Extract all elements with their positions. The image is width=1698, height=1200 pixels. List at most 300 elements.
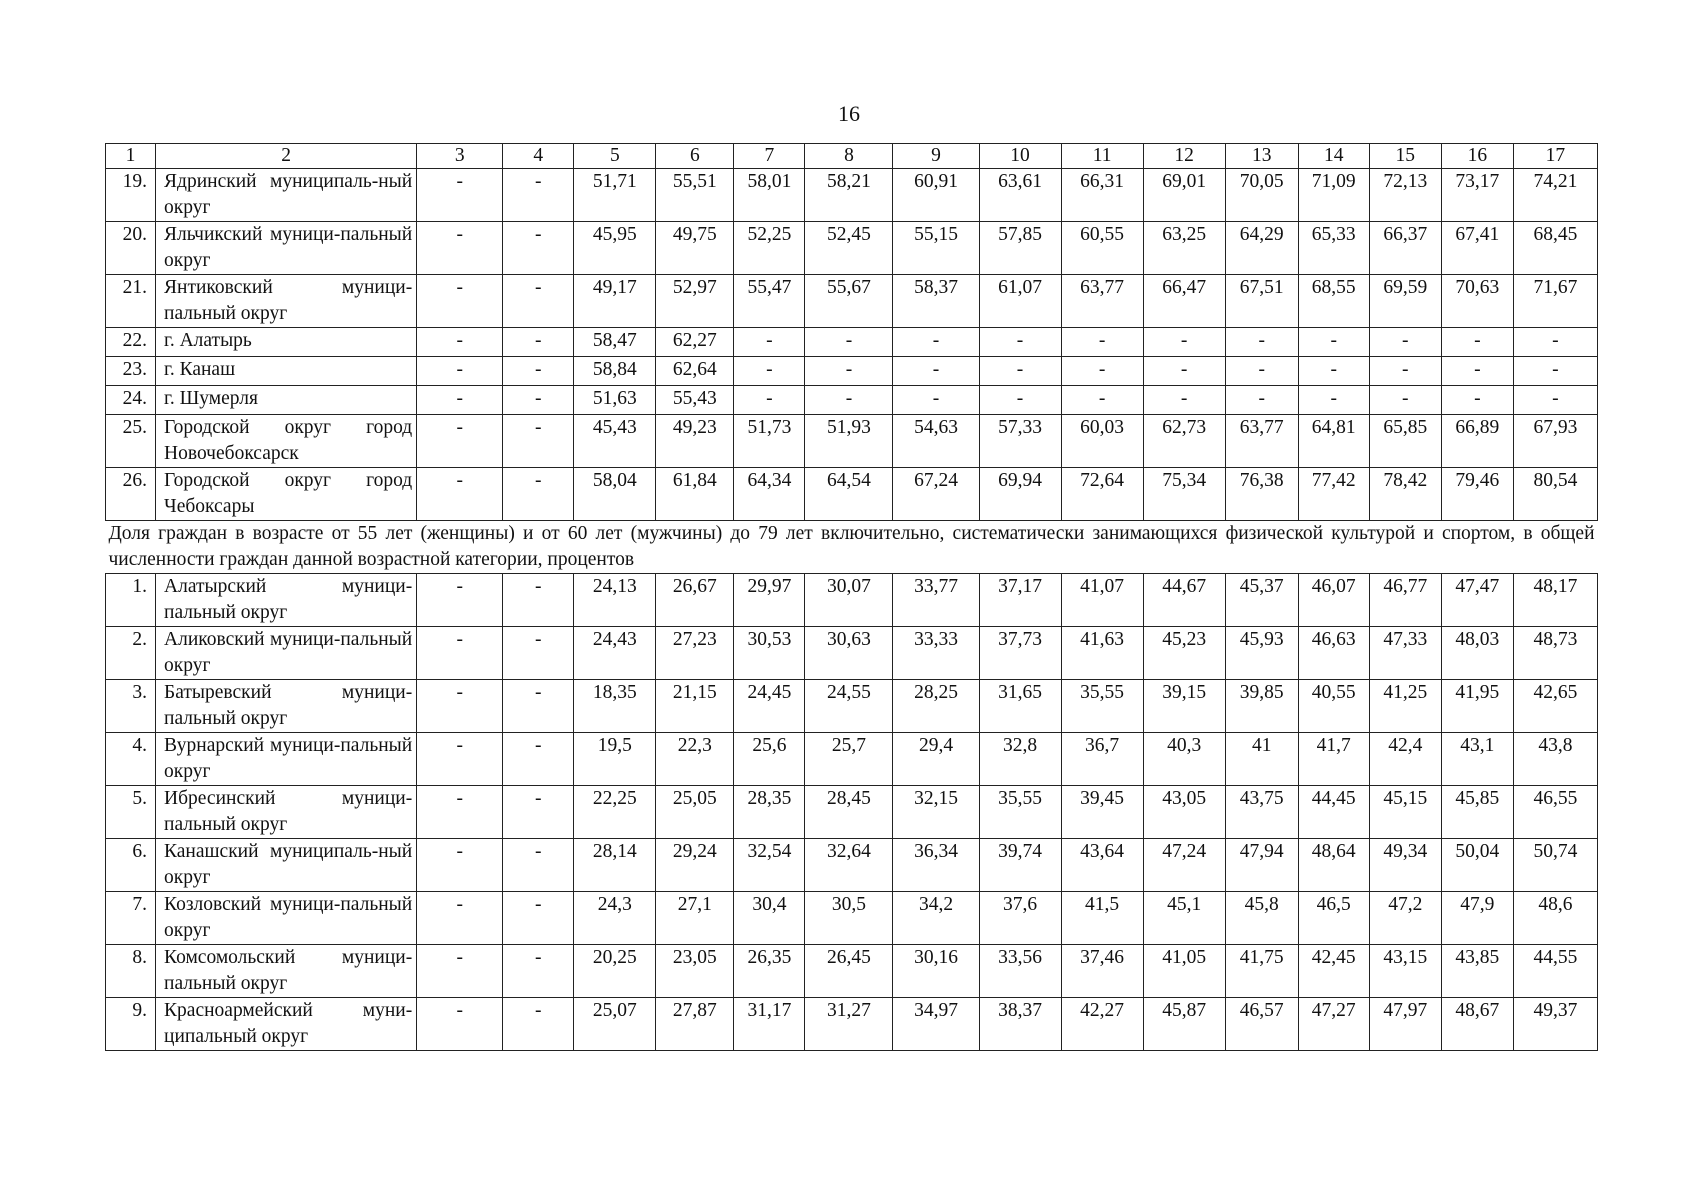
value-cell: 51,71 [574, 169, 656, 222]
data-table [105, 143, 1598, 1051]
value-cell: 66,89 [1441, 415, 1513, 468]
value-cell: 29,97 [734, 574, 805, 627]
table-row [106, 328, 1598, 357]
value-cell: 35,55 [979, 786, 1061, 839]
municipality-name: Комсомольский муници-пальный округ [156, 945, 417, 998]
municipality-name: Батыревский муници-пальный округ [156, 680, 417, 733]
value-cell: 24,45 [734, 680, 805, 733]
value-cell: - [503, 328, 574, 357]
value-cell: 70,63 [1441, 275, 1513, 328]
value-cell: 41,63 [1061, 627, 1143, 680]
value-cell: 60,03 [1061, 415, 1143, 468]
value-cell: - [503, 892, 574, 945]
value-cell: 29,24 [656, 839, 734, 892]
row-number: 21. [106, 275, 156, 328]
value-cell: 22,25 [574, 786, 656, 839]
table-row [106, 839, 1598, 892]
value-cell: 32,54 [734, 839, 805, 892]
value-cell: 46,55 [1513, 786, 1597, 839]
value-cell: 65,33 [1298, 222, 1369, 275]
table-row [106, 574, 1598, 627]
value-cell: - [805, 386, 893, 415]
value-cell: 52,25 [734, 222, 805, 275]
value-cell: - [417, 786, 503, 839]
value-cell: 58,84 [574, 357, 656, 386]
value-cell: 52,97 [656, 275, 734, 328]
value-cell: 30,63 [805, 627, 893, 680]
header-row [106, 144, 1598, 169]
value-cell: 72,13 [1369, 169, 1441, 222]
value-cell: 30,53 [734, 627, 805, 680]
value-cell: 42,45 [1298, 945, 1369, 998]
value-cell: 41,5 [1061, 892, 1143, 945]
value-cell: - [417, 275, 503, 328]
value-cell: 72,64 [1061, 468, 1143, 521]
value-cell: 25,7 [805, 733, 893, 786]
value-cell: 63,61 [979, 169, 1061, 222]
value-cell: 38,37 [979, 998, 1061, 1051]
value-cell: 30,5 [805, 892, 893, 945]
value-cell: 68,45 [1513, 222, 1597, 275]
value-cell: - [417, 415, 503, 468]
column-header: 17 [1513, 144, 1597, 169]
table-row [106, 357, 1598, 386]
value-cell: 69,94 [979, 468, 1061, 521]
value-cell: 44,55 [1513, 945, 1597, 998]
value-cell: 24,3 [574, 892, 656, 945]
table-row [106, 169, 1598, 222]
value-cell: 33,33 [893, 627, 979, 680]
value-cell: 50,04 [1441, 839, 1513, 892]
value-cell: - [1441, 386, 1513, 415]
municipality-name: г. Шумерля [156, 386, 417, 415]
value-cell: - [1225, 357, 1298, 386]
row-number: 20. [106, 222, 156, 275]
column-header: 2 [156, 144, 417, 169]
row-number: 3. [106, 680, 156, 733]
value-cell: 24,55 [805, 680, 893, 733]
value-cell: 45,8 [1225, 892, 1298, 945]
value-cell: 45,37 [1225, 574, 1298, 627]
value-cell: - [503, 222, 574, 275]
column-header: 4 [503, 144, 574, 169]
value-cell: 52,45 [805, 222, 893, 275]
row-number: 23. [106, 357, 156, 386]
value-cell: - [1225, 328, 1298, 357]
value-cell: - [1298, 357, 1369, 386]
value-cell: - [417, 839, 503, 892]
value-cell: 51,93 [805, 415, 893, 468]
value-cell: 42,4 [1369, 733, 1441, 786]
value-cell: 63,25 [1143, 222, 1225, 275]
value-cell: 70,05 [1225, 169, 1298, 222]
table-row [106, 415, 1598, 468]
value-cell: 39,45 [1061, 786, 1143, 839]
value-cell: - [503, 169, 574, 222]
value-cell: 48,73 [1513, 627, 1597, 680]
value-cell: 27,87 [656, 998, 734, 1051]
value-cell: 66,37 [1369, 222, 1441, 275]
value-cell: 40,55 [1298, 680, 1369, 733]
value-cell: 41,75 [1225, 945, 1298, 998]
row-number: 26. [106, 468, 156, 521]
value-cell: 57,85 [979, 222, 1061, 275]
value-cell: 45,95 [574, 222, 656, 275]
value-cell: 41,05 [1143, 945, 1225, 998]
value-cell: 54,63 [893, 415, 979, 468]
value-cell: 58,01 [734, 169, 805, 222]
value-cell: 26,35 [734, 945, 805, 998]
value-cell: 22,3 [656, 733, 734, 786]
column-header: 5 [574, 144, 656, 169]
row-number: 8. [106, 945, 156, 998]
value-cell: 74,21 [1513, 169, 1597, 222]
value-cell: 36,34 [893, 839, 979, 892]
value-cell: 49,75 [656, 222, 734, 275]
value-cell: 63,77 [1225, 415, 1298, 468]
value-cell: - [503, 680, 574, 733]
value-cell: - [1513, 357, 1597, 386]
value-cell: - [417, 998, 503, 1051]
column-header: 8 [805, 144, 893, 169]
row-number: 9. [106, 998, 156, 1051]
value-cell: 61,07 [979, 275, 1061, 328]
value-cell: - [417, 169, 503, 222]
row-number: 5. [106, 786, 156, 839]
value-cell: 48,17 [1513, 574, 1597, 627]
value-cell: 58,47 [574, 328, 656, 357]
value-cell: 65,85 [1369, 415, 1441, 468]
row-number: 24. [106, 386, 156, 415]
value-cell: 27,23 [656, 627, 734, 680]
value-cell: 43,75 [1225, 786, 1298, 839]
table-row [106, 386, 1598, 415]
value-cell: - [734, 386, 805, 415]
value-cell: - [979, 328, 1061, 357]
value-cell: 43,64 [1061, 839, 1143, 892]
row-number: 4. [106, 733, 156, 786]
value-cell: 43,1 [1441, 733, 1513, 786]
value-cell: 68,55 [1298, 275, 1369, 328]
value-cell: 48,03 [1441, 627, 1513, 680]
value-cell: 45,87 [1143, 998, 1225, 1051]
value-cell: - [503, 786, 574, 839]
value-cell: 28,25 [893, 680, 979, 733]
value-cell: 39,15 [1143, 680, 1225, 733]
value-cell: - [417, 627, 503, 680]
value-cell: 47,24 [1143, 839, 1225, 892]
value-cell: 55,15 [893, 222, 979, 275]
value-cell: 37,6 [979, 892, 1061, 945]
row-number: 1. [106, 574, 156, 627]
value-cell: - [1513, 328, 1597, 357]
value-cell: 62,73 [1143, 415, 1225, 468]
value-cell: 46,07 [1298, 574, 1369, 627]
value-cell: 46,5 [1298, 892, 1369, 945]
column-header: 10 [979, 144, 1061, 169]
value-cell: 39,85 [1225, 680, 1298, 733]
value-cell: 41,95 [1441, 680, 1513, 733]
value-cell: - [1143, 386, 1225, 415]
section-title: Доля граждан в возрасте от 55 лет (женщины) и от 60 лет (мужчины) до 79 лет включительно, систематически занимающихся физической культурой и спортом, в общей численности граждан данной возрастной категории, процентов [106, 521, 1598, 574]
value-cell: - [503, 998, 574, 1051]
value-cell: 48,67 [1441, 998, 1513, 1051]
value-cell: 43,8 [1513, 733, 1597, 786]
value-cell: 47,27 [1298, 998, 1369, 1051]
value-cell: 19,5 [574, 733, 656, 786]
value-cell: 34,2 [893, 892, 979, 945]
value-cell: 47,9 [1441, 892, 1513, 945]
section-row [106, 521, 1598, 574]
municipality-name: Козловский муници-пальный округ [156, 892, 417, 945]
value-cell: 47,47 [1441, 574, 1513, 627]
value-cell: 48,6 [1513, 892, 1597, 945]
value-cell: 48,64 [1298, 839, 1369, 892]
value-cell: 44,45 [1298, 786, 1369, 839]
value-cell: 63,77 [1061, 275, 1143, 328]
value-cell: 25,07 [574, 998, 656, 1051]
municipality-name: Аликовский муници-пальный округ [156, 627, 417, 680]
column-header: 1 [106, 144, 156, 169]
value-cell: 30,16 [893, 945, 979, 998]
column-header: 11 [1061, 144, 1143, 169]
value-cell: 45,1 [1143, 892, 1225, 945]
value-cell: 55,43 [656, 386, 734, 415]
value-cell: 37,17 [979, 574, 1061, 627]
value-cell: 41,25 [1369, 680, 1441, 733]
value-cell: 43,05 [1143, 786, 1225, 839]
value-cell: - [417, 574, 503, 627]
value-cell: - [1441, 357, 1513, 386]
value-cell: 26,45 [805, 945, 893, 998]
value-cell: 31,17 [734, 998, 805, 1051]
value-cell: - [893, 328, 979, 357]
value-cell: - [417, 680, 503, 733]
municipality-name: Ядринский муниципаль-ный округ [156, 169, 417, 222]
value-cell: 55,67 [805, 275, 893, 328]
row-number: 22. [106, 328, 156, 357]
value-cell: - [417, 733, 503, 786]
value-cell: - [1061, 357, 1143, 386]
value-cell: 79,46 [1441, 468, 1513, 521]
municipality-name: Алатырский муници-пальный округ [156, 574, 417, 627]
value-cell: 76,38 [1225, 468, 1298, 521]
value-cell: 67,24 [893, 468, 979, 521]
value-cell: - [417, 328, 503, 357]
value-cell: - [503, 357, 574, 386]
value-cell: - [503, 627, 574, 680]
value-cell: 58,04 [574, 468, 656, 521]
column-header: 16 [1441, 144, 1513, 169]
value-cell: 69,59 [1369, 275, 1441, 328]
value-cell: 67,41 [1441, 222, 1513, 275]
table-row [106, 680, 1598, 733]
row-number: 7. [106, 892, 156, 945]
value-cell: 32,64 [805, 839, 893, 892]
value-cell: 66,31 [1061, 169, 1143, 222]
value-cell: - [503, 945, 574, 998]
value-cell: - [979, 386, 1061, 415]
value-cell: - [417, 945, 503, 998]
value-cell: 46,57 [1225, 998, 1298, 1051]
value-cell: 41,07 [1061, 574, 1143, 627]
value-cell: - [503, 275, 574, 328]
value-cell: 64,29 [1225, 222, 1298, 275]
value-cell: 32,15 [893, 786, 979, 839]
value-cell: - [734, 328, 805, 357]
value-cell: 55,47 [734, 275, 805, 328]
value-cell: 49,37 [1513, 998, 1597, 1051]
column-header: 15 [1369, 144, 1441, 169]
value-cell: - [1298, 328, 1369, 357]
value-cell: - [1061, 386, 1143, 415]
value-cell: - [1298, 386, 1369, 415]
value-cell: 28,45 [805, 786, 893, 839]
value-cell: 45,15 [1369, 786, 1441, 839]
value-cell: 60,55 [1061, 222, 1143, 275]
value-cell: 44,67 [1143, 574, 1225, 627]
value-cell: 66,47 [1143, 275, 1225, 328]
municipality-name: Красноармейский муни-ципальный округ [156, 998, 417, 1051]
value-cell: 26,67 [656, 574, 734, 627]
page-number: 16 [838, 101, 860, 126]
value-cell: - [417, 357, 503, 386]
value-cell: 49,23 [656, 415, 734, 468]
row-number: 6. [106, 839, 156, 892]
value-cell: 34,97 [893, 998, 979, 1051]
value-cell: 78,42 [1369, 468, 1441, 521]
value-cell: 60,91 [893, 169, 979, 222]
value-cell: 42,65 [1513, 680, 1597, 733]
value-cell: 18,35 [574, 680, 656, 733]
table-row [106, 998, 1598, 1051]
value-cell: 37,46 [1061, 945, 1143, 998]
value-cell: 47,2 [1369, 892, 1441, 945]
row-number: 2. [106, 627, 156, 680]
municipality-name: г. Канаш [156, 357, 417, 386]
value-cell: 62,27 [656, 328, 734, 357]
value-cell: - [734, 357, 805, 386]
value-cell: 20,25 [574, 945, 656, 998]
table-row [106, 786, 1598, 839]
value-cell: - [1225, 386, 1298, 415]
value-cell: - [893, 386, 979, 415]
value-cell: 24,13 [574, 574, 656, 627]
value-cell: - [1143, 357, 1225, 386]
value-cell: - [1061, 328, 1143, 357]
value-cell: 24,43 [574, 627, 656, 680]
value-cell: 28,35 [734, 786, 805, 839]
value-cell: 49,34 [1369, 839, 1441, 892]
value-cell: - [1513, 386, 1597, 415]
value-cell: 69,01 [1143, 169, 1225, 222]
value-cell: 42,27 [1061, 998, 1143, 1051]
value-cell: 32,8 [979, 733, 1061, 786]
table-row [106, 468, 1598, 521]
value-cell: 64,54 [805, 468, 893, 521]
value-cell: - [503, 733, 574, 786]
value-cell: 43,85 [1441, 945, 1513, 998]
column-header: 7 [734, 144, 805, 169]
value-cell: 58,21 [805, 169, 893, 222]
value-cell: - [503, 468, 574, 521]
value-cell: 46,63 [1298, 627, 1369, 680]
value-cell: 30,4 [734, 892, 805, 945]
value-cell: 28,14 [574, 839, 656, 892]
value-cell: - [417, 386, 503, 415]
value-cell: 61,84 [656, 468, 734, 521]
value-cell: - [893, 357, 979, 386]
value-cell: - [805, 357, 893, 386]
value-cell: 41,7 [1298, 733, 1369, 786]
municipality-name: Ибресинский муници-пальный округ [156, 786, 417, 839]
value-cell: - [503, 574, 574, 627]
row-number: 25. [106, 415, 156, 468]
value-cell: 31,65 [979, 680, 1061, 733]
value-cell: 35,55 [1061, 680, 1143, 733]
value-cell: 27,1 [656, 892, 734, 945]
value-cell: 64,81 [1298, 415, 1369, 468]
municipality-name: Яльчикский муници-пальный округ [156, 222, 417, 275]
value-cell: - [979, 357, 1061, 386]
value-cell: 62,64 [656, 357, 734, 386]
value-cell: 75,34 [1143, 468, 1225, 521]
value-cell: 47,33 [1369, 627, 1441, 680]
municipality-name: г. Алатырь [156, 328, 417, 357]
municipality-name: Янтиковский муници-пальный округ [156, 275, 417, 328]
value-cell: 33,56 [979, 945, 1061, 998]
table-row [106, 222, 1598, 275]
column-header: 14 [1298, 144, 1369, 169]
value-cell: 43,15 [1369, 945, 1441, 998]
value-cell: - [1143, 328, 1225, 357]
value-cell: 64,34 [734, 468, 805, 521]
value-cell: 40,3 [1143, 733, 1225, 786]
value-cell: 31,27 [805, 998, 893, 1051]
value-cell: 80,54 [1513, 468, 1597, 521]
value-cell: 55,51 [656, 169, 734, 222]
value-cell: - [417, 468, 503, 521]
value-cell: 21,15 [656, 680, 734, 733]
value-cell: - [503, 386, 574, 415]
value-cell: 71,09 [1298, 169, 1369, 222]
value-cell: - [805, 328, 893, 357]
value-cell: 73,17 [1441, 169, 1513, 222]
value-cell: - [503, 415, 574, 468]
value-cell: - [1441, 328, 1513, 357]
value-cell: 50,74 [1513, 839, 1597, 892]
table-row [106, 892, 1598, 945]
value-cell: 58,37 [893, 275, 979, 328]
value-cell: 49,17 [574, 275, 656, 328]
value-cell: 57,33 [979, 415, 1061, 468]
table-row [106, 275, 1598, 328]
municipality-name: Городской округ город Чебоксары [156, 468, 417, 521]
value-cell: 67,93 [1513, 415, 1597, 468]
value-cell: 25,6 [734, 733, 805, 786]
column-header: 9 [893, 144, 979, 169]
municipality-name: Канашский муниципаль-ный округ [156, 839, 417, 892]
value-cell: 47,94 [1225, 839, 1298, 892]
value-cell: 23,05 [656, 945, 734, 998]
value-cell: 45,93 [1225, 627, 1298, 680]
value-cell: - [417, 222, 503, 275]
value-cell: - [417, 892, 503, 945]
value-cell: 47,97 [1369, 998, 1441, 1051]
value-cell: - [503, 839, 574, 892]
value-cell: - [1369, 386, 1441, 415]
column-header: 12 [1143, 144, 1225, 169]
